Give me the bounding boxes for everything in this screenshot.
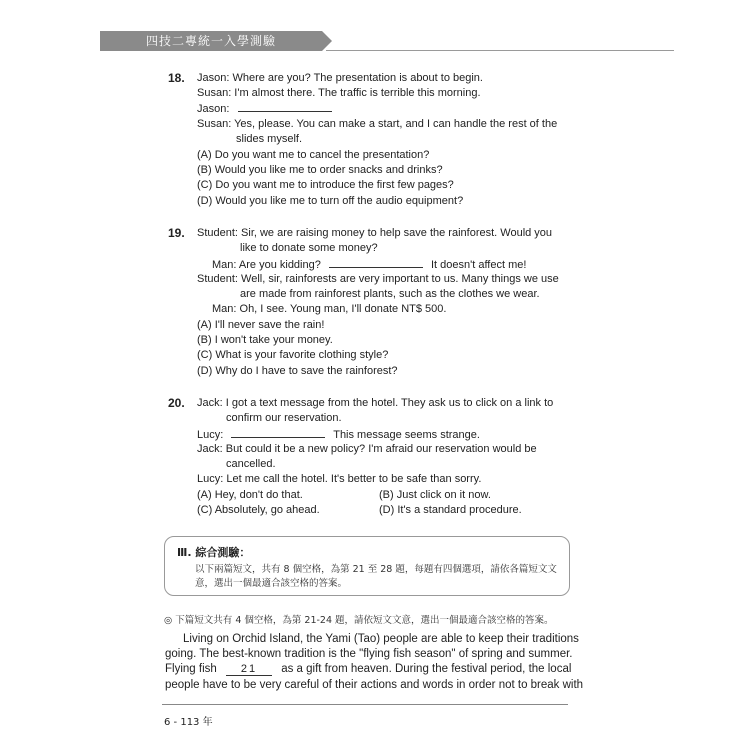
- q20-option-d: (D) It's a standard procedure.: [379, 504, 522, 516]
- q20-option-a: (A) Hey, don't do that.: [197, 489, 303, 501]
- q19-man-text-end: It doesn't affect me!: [430, 259, 527, 271]
- q18-option-a: (A) Do you want me to cancel the presentation?: [197, 149, 430, 161]
- header-divider: [326, 50, 674, 51]
- q20-answer-blank: [231, 427, 325, 438]
- q20-lucy-label: Lucy:: [197, 429, 224, 441]
- section-desc-line-2: 意，選出一個最適合該空格的答案。: [195, 578, 348, 589]
- q19-line-4: Student: Well, sir, rainforests are very important to us. Many things we use: [197, 273, 559, 285]
- q18-line-3: [197, 101, 332, 116]
- section-desc-line-1: 以下兩篇短文，共有 8 個空格，為第 21 至 28 題，每題有四個選項，請依各篇短文文: [195, 564, 557, 575]
- q19-line-6: Man: Oh, I see. Young man, I'll donate NT$ 500.: [212, 303, 447, 315]
- passage-line-2: going. The best-known tradition is the "flying fish season" of spring and summer.: [165, 648, 573, 660]
- passage-line-3: [165, 662, 571, 677]
- question-20-number: 20.: [168, 396, 185, 410]
- passage-line-3-start: Flying fish: [165, 663, 217, 675]
- q19-answer-blank: [329, 257, 423, 268]
- page-number: 6 - 113 年: [164, 717, 213, 728]
- q19-option-c: (C) What is your favorite clothing style?: [197, 349, 389, 361]
- q18-option-c: (C) Do you want me to introduce the first few pages?: [197, 179, 454, 191]
- q20-line-2: confirm our reservation.: [226, 412, 342, 424]
- q19-man-text: Man: Are you kidding?: [212, 259, 321, 271]
- q20-line-6: Lucy: Let me call the hotel. It's better to be safe than sorry.: [197, 473, 482, 485]
- q18-line-5: slides myself.: [236, 133, 303, 145]
- q20-lucy-text: This message seems strange.: [333, 429, 480, 441]
- q18-option-b: (B) Would you like me to order snacks and drinks?: [197, 164, 443, 176]
- q20-option-b: (B) Just click on it now.: [379, 489, 491, 501]
- q19-option-d: (D) Why do I have to save the rainforest?: [197, 365, 398, 377]
- passage-instruction: ◎ 下篇短文共有 4 個空格，為第 21-24 題，請依短文文意，選出一個最適合該空格的答案。: [164, 615, 554, 626]
- q19-line-5: are made from rainforest plants, such as the clothes we wear.: [240, 288, 540, 300]
- question-19-number: 19.: [168, 226, 185, 240]
- footer-divider: [162, 704, 568, 705]
- q19-line-3: [212, 257, 526, 272]
- passage-line-3-end: as a gift from heaven. During the festival period, the local: [281, 663, 572, 675]
- q19-line-1: Student: Sir, we are raising money to help save the rainforest. Would you: [197, 227, 553, 239]
- q19-option-b: (B) I won't take your money.: [197, 334, 333, 346]
- q19-option-a: (A) I'll never save the rain!: [197, 319, 325, 331]
- passage-line-1: Living on Orchid Island, the Yami (Tao) people are able to keep their traditions: [183, 633, 579, 645]
- q18-line-2: Susan: I'm almost there. The traffic is terrible this morning.: [197, 87, 481, 99]
- section-title: Ⅲ. 綜合測驗：: [177, 546, 251, 559]
- q18-option-d: (D) Would you like me to turn off the audio equipment?: [197, 195, 464, 207]
- q18-line-1: Jason: Where are you? The presentation is about to begin.: [197, 72, 483, 84]
- passage-line-4: people have to be very careful of their actions and words in order not to break with: [165, 679, 584, 691]
- blank-21: 21: [226, 663, 272, 676]
- q20-line-1: Jack: I got a text message from the hotel. They ask us to click on a link to: [197, 397, 554, 409]
- q20-option-c: (C) Absolutely, go ahead.: [197, 504, 320, 516]
- q18-answer-blank: [238, 101, 332, 112]
- q20-line-3: [197, 427, 480, 442]
- header-title: 四技二專統一入學測驗: [145, 34, 276, 48]
- q19-line-2: like to donate some money?: [240, 242, 378, 254]
- header-tab-arrow: [322, 31, 332, 51]
- question-18-number: 18.: [168, 71, 185, 85]
- q20-line-5: cancelled.: [226, 458, 276, 470]
- q18-jason-label: Jason:: [197, 103, 230, 115]
- header-bar: [100, 31, 570, 51]
- q18-line-4: Susan: Yes, please. You can make a start, and I can handle the rest of the: [197, 118, 558, 130]
- q20-line-4: Jack: But could it be a new policy? I'm afraid our reservation would be: [197, 443, 537, 455]
- section-info-box: [164, 536, 570, 596]
